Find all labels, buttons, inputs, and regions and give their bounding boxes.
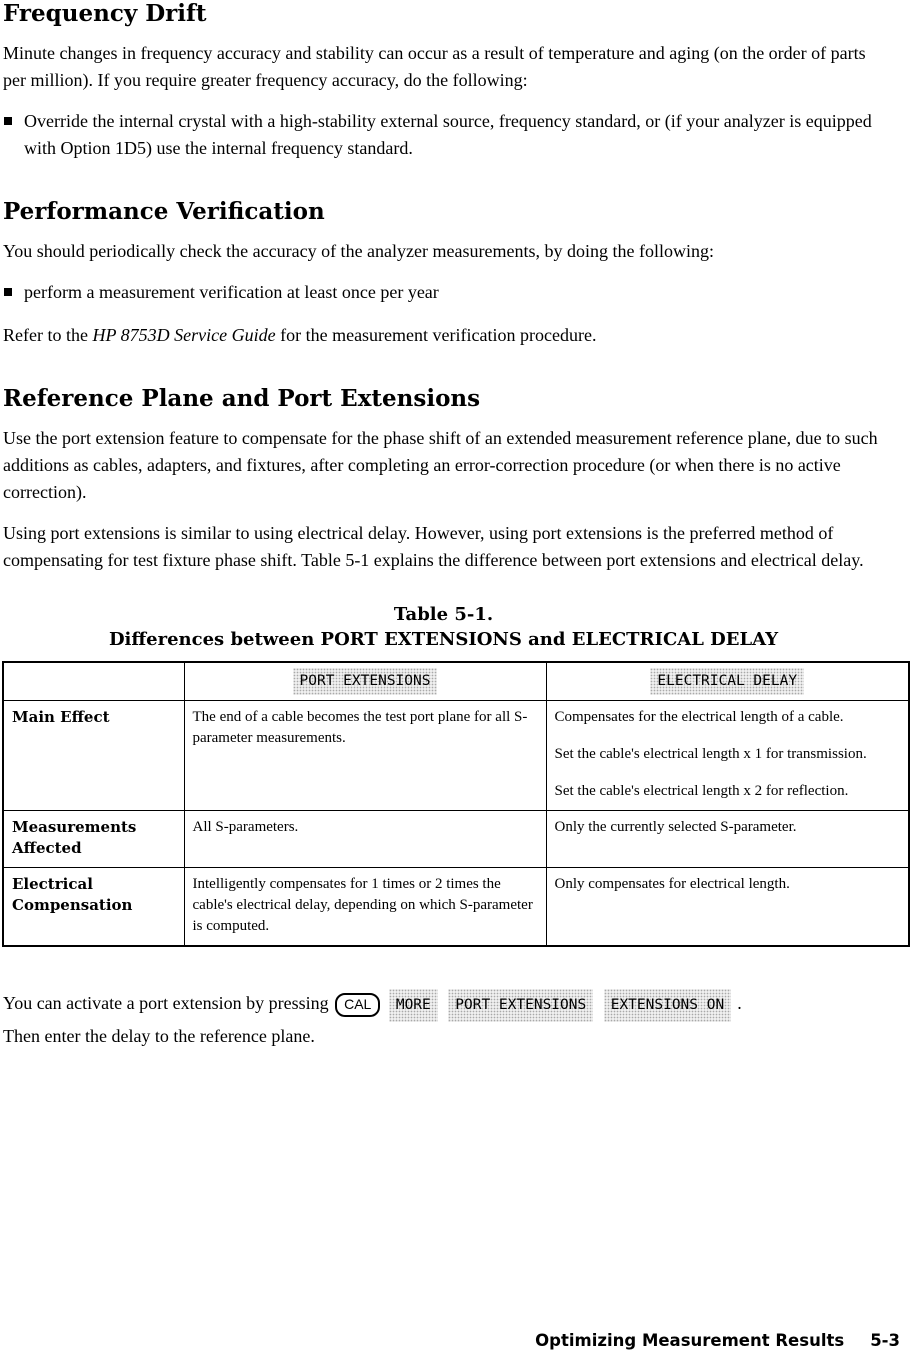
bullet-text: perform a measurement verification at least once per year (24, 282, 439, 302)
refer-suffix: for the measurement verification procedure. (275, 325, 597, 345)
softkey-extensions-on: EXTENSIONS ON (604, 989, 732, 1022)
header-port-extensions (184, 662, 546, 700)
activation-line1 (3, 989, 884, 1022)
refer-prefix: Refer to the (3, 325, 93, 345)
main-effect-port-extensions-cell (184, 700, 546, 810)
cell-paragraph: The end of a cable becomes the test port plane for all S-parameter measurements. (192, 708, 528, 746)
performance-verification-bullet (3, 279, 884, 306)
section-heading-frequency-drift: Frequency Drift (3, 0, 207, 27)
table-row (3, 700, 909, 810)
row-label-main-effect: Main Effect (3, 700, 184, 810)
service-guide-reference (3, 322, 884, 349)
table-row (3, 867, 909, 946)
page-footer (535, 1331, 900, 1350)
reference-plane-para1: Use the port extension feature to compensate for the phase shift of an extended measurement reference plane, due to such additions as cables, adapters, and fixtures, after completing an error-correction procedure (or when there is no active correction). (3, 428, 878, 502)
row-label-electrical-compensation: Electrical Compensation (3, 867, 184, 946)
electrical-compensation-port-extensions-cell (184, 867, 546, 946)
frequency-drift-intro: Minute changes in frequency accuracy and stability can occur as a result of temperature and aging (on the order of parts per million). If you require greater frequency accuracy, do the following: (3, 43, 866, 90)
cell-paragraph: Only compensates for electrical length. (554, 875, 790, 892)
cell-paragraph: All S-parameters. (192, 818, 299, 835)
port-extensions-header-label: PORT EXTENSIONS (293, 668, 438, 695)
row-label-measurements-affected: Measurements Affected (3, 810, 184, 867)
sentence-period: . (737, 992, 742, 1013)
cell-paragraph: Compensates for the electrical length of a cable. (554, 708, 844, 725)
cell-paragraph: Set the cable's electrical length x 1 for transmission. (554, 745, 867, 762)
section-heading-performance-verification: Performance Verification (3, 198, 325, 225)
measurements-affected-electrical-delay-cell (546, 810, 909, 867)
measurements-affected-port-extensions-cell (184, 810, 546, 867)
table-title-line1: Table 5-1. (393, 604, 494, 625)
table-title-line2: Differences between PORT EXTENSIONS and ELECTRICAL DELAY (108, 629, 779, 650)
performance-verification-intro: You should periodically check the accuracy of the analyzer measurements, by doing the following: (3, 241, 714, 261)
activation-prefix: You can activate a port extension by pressing (3, 992, 334, 1013)
softkey-port-extensions: PORT EXTENSIONS (448, 989, 593, 1022)
main-effect-electrical-delay-cell (546, 700, 909, 810)
table-row (3, 810, 909, 867)
cell-paragraph: Only the currently selected S-parameter. (554, 818, 797, 835)
electrical-compensation-electrical-delay-cell (546, 867, 909, 946)
softkey-more: MORE (389, 989, 438, 1022)
frequency-drift-bullet (3, 108, 884, 162)
footer-chapter-title: Optimizing Measurement Results (535, 1331, 845, 1350)
bullet-square-icon (4, 288, 12, 296)
bullet-square-icon (4, 117, 12, 125)
service-guide-title: HP 8753D Service Guide (92, 325, 276, 345)
bullet-text: Override the internal crystal with a high-stability external source, frequency standard, or (if your analyzer is equipped with Option 1D5) use the internal frequency standard. (24, 111, 872, 158)
comparison-table (2, 661, 910, 947)
footer-page-number: 5-3 (870, 1331, 900, 1350)
reference-plane-para2: Using port extensions is similar to using electrical delay. However, using port extensions is the preferred method of compensating for test fixture phase shift. Table 5-1 explains the difference between port extensions and electrical delay. (3, 523, 864, 570)
section-heading-reference-plane: Reference Plane and Port Extensions (3, 385, 481, 412)
cell-paragraph: Intelligently compensates for 1 times or 2 times the cable's electrical delay, depending on which S-parameter is computed. (192, 875, 533, 934)
table-header-row (3, 662, 909, 700)
activation-paragraph (3, 989, 884, 1050)
electrical-delay-header-label: ELECTRICAL DELAY (650, 668, 804, 695)
activation-line2: Then enter the delay to the reference plane. (3, 1025, 315, 1046)
cal-key: CAL (335, 993, 380, 1017)
header-empty-cell (3, 662, 184, 700)
cell-paragraph: Set the cable's electrical length x 2 for reflection. (554, 782, 849, 799)
header-electrical-delay (546, 662, 909, 700)
table-title (3, 602, 884, 652)
